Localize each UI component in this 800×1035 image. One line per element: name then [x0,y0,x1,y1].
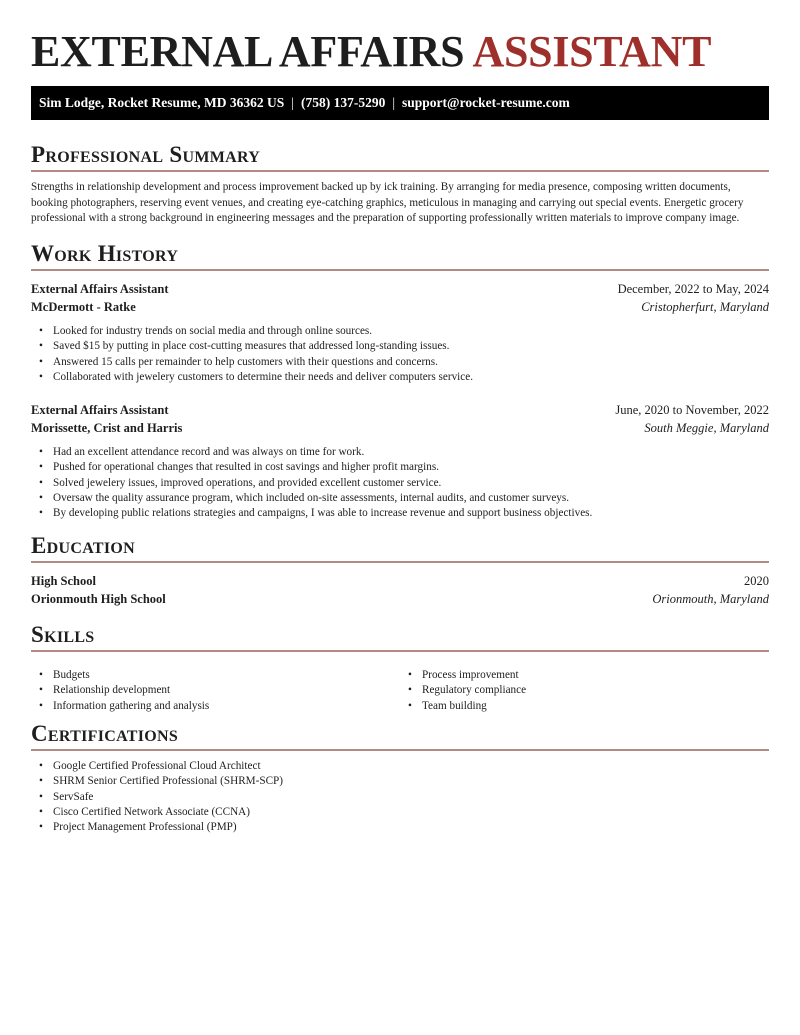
job-bullet: • Collaborated with jewelery customers to determine their needs and deliver computers service. [39,370,769,385]
job-title: External Affairs Assistant [31,403,169,418]
school-location: Orionmouth, Maryland [652,592,769,606]
section-heading: Certifications [31,719,769,751]
skills-list-left [39,668,400,714]
skill-item: • Budgets [39,668,400,683]
title-accent: ASSISTANT [472,27,712,76]
certification-item: • Project Management Professional (PMP) [39,820,769,835]
degree: High School [31,574,96,588]
certifications-section [31,719,769,835]
company-name: McDermott - Ratke [31,300,136,314]
job-bullet: • Pushed for operational changes that resulted in cost savings and higher profit margins. [39,460,769,475]
job-bullets [39,324,769,385]
separator: | [392,95,396,110]
certification-item: • ServSafe [39,790,769,805]
job-dates: June, 2020 to November, 2022 [615,403,769,418]
work-history-section [31,239,769,522]
skill-item: • Information gathering and analysis [39,699,400,714]
job-bullet: • Oversaw the quality assurance program, which included on-site assessments, internal audits, and customer surveys. [39,491,769,506]
resume-title [31,26,711,77]
job-entry [31,401,769,521]
job-bullet: • Had an excellent attendance record and was always on time for work. [39,445,769,460]
summary-text: Strengths in relationship development and process improvement backed up by ick training. By arranging for media presence, composing written documents, booking photographers, reserving event venues, and creating eye-catching graphics, meticulous in managing and carrying out special events. Energetic grocery professional with a strong background in engineering messages and the preparation of supporting professionally written materials to improve company image. [31,181,744,224]
contact-email[interactable]: support@rocket-resume.com [402,95,570,110]
skills-section [31,620,769,714]
skills-list-right [408,668,769,714]
job-dates: December, 2022 to May, 2024 [617,282,769,296]
job-bullets [39,445,769,521]
job-bullet: • Solved jewelery issues, improved operations, and provided excellent customer service. [39,476,769,491]
job-bullet: • Saved $15 by putting in place cost-cutting measures that addressed long-standing issues. [39,339,769,354]
certification-item: • Google Certified Professional Cloud Architect [39,759,769,774]
section-heading: Education [31,531,769,563]
contact-address: Sim Lodge, Rocket Resume, MD 36362 US [39,95,285,110]
company-name: Morissette, Crist and Harris [31,421,183,436]
graduation-year: 2020 [744,574,769,588]
contact-phone: (758) 137-5290 [300,95,386,110]
job-bullet: • By developing public relations strategies and campaigns, I was able to increase revenue and support business objectives. [39,506,769,521]
job-entry [31,280,769,385]
certification-item: • SHRM Senior Certified Professional (SHRM-SCP) [39,774,769,789]
skill-item: • Regulatory compliance [408,683,769,698]
job-location: South Meggie, Maryland [644,421,769,436]
certification-item: • Cisco Certified Network Associate (CCNA) [39,805,769,820]
education-section [31,531,769,608]
job-title: External Affairs Assistant [31,282,169,296]
certifications-list [39,759,769,835]
separator: | [291,95,294,110]
section-heading: Work History [31,239,769,271]
skill-item: • Relationship development [39,683,400,698]
job-location: Cristopherfurt, Maryland [641,300,769,314]
section-heading: Professional Summary [31,140,769,172]
job-bullet: • Looked for industry trends on social media and through online sources. [39,324,769,339]
summary-section [31,140,769,227]
title-main: EXTERNAL AFFAIRS [31,27,465,76]
section-heading: Skills [31,620,769,652]
job-bullet: • Answered 15 calls per remainder to help customers with their questions and concerns. [39,355,769,370]
school-name: Orionmouth High School [31,592,166,606]
skill-item: • Process improvement [408,668,769,683]
contact-bar [31,86,769,120]
skill-item: • Team building [408,699,769,714]
